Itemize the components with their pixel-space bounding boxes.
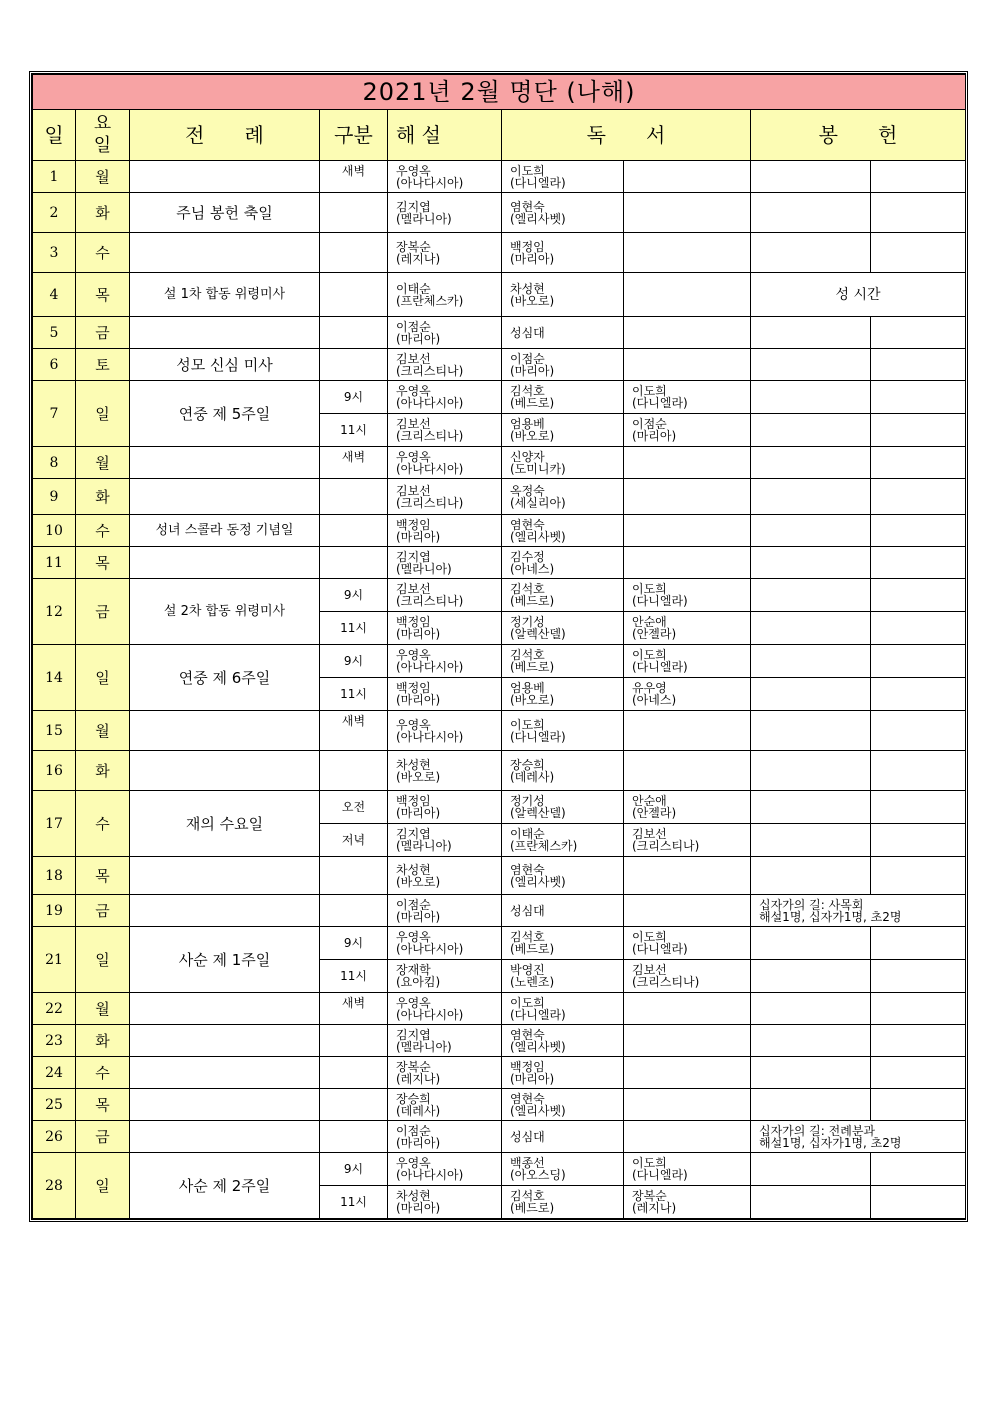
offering-note-cell: 십자가의 길: 전례분과 해설1명, 십자가1명, 초2명 <box>751 1121 966 1153</box>
header-weekday: 요 일 <box>76 110 130 161</box>
roster-sheet <box>29 71 968 1222</box>
offering-cell-1 <box>751 381 871 414</box>
gubun-cell: 저녁 <box>320 824 388 857</box>
offering-cell-1 <box>751 579 871 612</box>
commentator-cell: 백정임 (마리아) <box>388 791 502 824</box>
day-cell: 4 <box>33 273 76 317</box>
reader2-cell <box>624 273 751 317</box>
gubun-cell <box>320 895 388 927</box>
liturgy-cell: 사순 제 1주일 <box>130 927 320 993</box>
reader2-cell <box>624 857 751 895</box>
offering-cell-2 <box>871 711 966 751</box>
table-row <box>33 317 966 349</box>
reader1-cell: 박영진 (노렌조) <box>502 960 624 993</box>
weekday-cell: 금 <box>76 317 130 349</box>
gubun-cell: 11시 <box>320 1186 388 1219</box>
offering-cell-1 <box>751 547 871 579</box>
commentator-cell: 김보선 (크리스티나) <box>388 349 502 381</box>
day-cell: 9 <box>33 479 76 515</box>
commentator-cell: 백정임 (마리아) <box>388 612 502 645</box>
day-cell: 15 <box>33 711 76 751</box>
table-row <box>33 547 966 579</box>
day-cell: 1 <box>33 161 76 193</box>
reader1-cell: 김석호 (베드로) <box>502 927 624 960</box>
commentator-cell: 우영옥 (아나다시아) <box>388 711 502 751</box>
reader2-cell <box>624 895 751 927</box>
table-row <box>33 1057 966 1089</box>
reader1-cell: 이도희 (다니엘라) <box>502 993 624 1025</box>
reader2-cell: 이점순 (마리아) <box>624 414 751 447</box>
weekday-cell: 일 <box>76 381 130 447</box>
offering-cell-1 <box>751 1089 871 1121</box>
day-cell: 23 <box>33 1025 76 1057</box>
offering-cell-1 <box>751 317 871 349</box>
liturgy-cell: 설 2차 합동 위령미사 <box>130 579 320 645</box>
offering-cell-2 <box>871 317 966 349</box>
reader2-cell <box>624 711 751 751</box>
table-row <box>33 1089 966 1121</box>
table-row <box>33 515 966 547</box>
commentator-cell: 우영옥 (아나다시아) <box>388 993 502 1025</box>
liturgy-cell <box>130 1025 320 1057</box>
weekday-cell: 수 <box>76 515 130 547</box>
reader2-cell <box>624 447 751 479</box>
weekday-cell: 화 <box>76 193 130 233</box>
offering-cell-2 <box>871 927 966 960</box>
reader1-cell: 정기성 (알렉산델) <box>502 612 624 645</box>
table-row <box>33 1121 966 1153</box>
offering-cell-1 <box>751 479 871 515</box>
liturgy-cell <box>130 547 320 579</box>
gubun-cell <box>320 1057 388 1089</box>
gubun-cell <box>320 857 388 895</box>
commentator-cell: 김지엽 (멜라니아) <box>388 1025 502 1057</box>
page-title: 2021년 2월 명단 (나해) <box>33 75 966 110</box>
reader2-cell: 이도희 (다니엘라) <box>624 927 751 960</box>
table-row <box>33 381 966 414</box>
reader1-cell: 백종선 (아오스딩) <box>502 1153 624 1186</box>
offering-cell-1 <box>751 678 871 711</box>
liturgy-cell <box>130 447 320 479</box>
table-row <box>33 993 966 1025</box>
gubun-cell <box>320 479 388 515</box>
day-cell: 24 <box>33 1057 76 1089</box>
offering-cell-2 <box>871 791 966 824</box>
offering-cell-2 <box>871 993 966 1025</box>
commentator-cell: 장복순 (레지나) <box>388 1057 502 1089</box>
offering-cell-2 <box>871 349 966 381</box>
commentator-cell: 우영옥 (아나다시아) <box>388 381 502 414</box>
header-commentary: 해 설 <box>388 110 502 161</box>
table-row <box>33 479 966 515</box>
reader2-cell <box>624 317 751 349</box>
commentator-cell: 우영옥 (아나다시아) <box>388 645 502 678</box>
liturgy-cell: 설 1차 합동 위령미사 <box>130 273 320 317</box>
table-row <box>33 711 966 751</box>
gubun-cell: 9시 <box>320 645 388 678</box>
reader1-cell: 이도희 (다니엘라) <box>502 711 624 751</box>
offering-cell-1 <box>751 1057 871 1089</box>
offering-cell-2 <box>871 515 966 547</box>
commentator-cell: 우영옥 (아나다시아) <box>388 447 502 479</box>
offering-cell-1 <box>751 791 871 824</box>
table-row <box>33 1153 966 1186</box>
gubun-cell: 11시 <box>320 612 388 645</box>
offering-note-cell: 십자가의 길: 사목회 해설1명, 십자가1명, 초2명 <box>751 895 966 927</box>
reader1-cell: 정기성 (알렉산델) <box>502 791 624 824</box>
reader1-cell: 이태순 (프란체스카) <box>502 824 624 857</box>
liturgy-cell <box>130 317 320 349</box>
reader1-cell: 김수정 (아네스) <box>502 547 624 579</box>
reader1-cell: 옥정숙 (세실리아) <box>502 479 624 515</box>
commentator-cell: 우영옥 (아나다시아) <box>388 1153 502 1186</box>
liturgy-cell: 연중 제 6주일 <box>130 645 320 711</box>
offering-cell-1 <box>751 857 871 895</box>
commentator-cell: 차성현 (마리아) <box>388 1186 502 1219</box>
gubun-cell: 11시 <box>320 960 388 993</box>
gubun-cell: 새벽 <box>320 711 388 751</box>
offering-cell-2 <box>871 1025 966 1057</box>
commentator-cell: 김보선 (크리스티나) <box>388 579 502 612</box>
offering-cell-1 <box>751 993 871 1025</box>
reader2-cell: 안순애 (안젤라) <box>624 612 751 645</box>
reader2-cell <box>624 1057 751 1089</box>
liturgy-cell <box>130 1089 320 1121</box>
offering-cell-2 <box>871 579 966 612</box>
weekday-cell: 일 <box>76 1153 130 1219</box>
offering-cell-2 <box>871 857 966 895</box>
reader2-cell: 이도희 (다니엘라) <box>624 1153 751 1186</box>
reader2-cell: 유우영 (아네스) <box>624 678 751 711</box>
gubun-cell: 오전 <box>320 791 388 824</box>
day-cell: 10 <box>33 515 76 547</box>
gubun-cell <box>320 273 388 317</box>
day-cell: 28 <box>33 1153 76 1219</box>
commentator-cell: 장승희 (데레사) <box>388 1089 502 1121</box>
offering-cell-2 <box>871 645 966 678</box>
day-cell: 8 <box>33 447 76 479</box>
weekday-cell: 목 <box>76 273 130 317</box>
weekday-cell: 목 <box>76 1089 130 1121</box>
offering-cell-2 <box>871 381 966 414</box>
weekday-cell: 화 <box>76 479 130 515</box>
reader2-cell: 김보선 (크리스티나) <box>624 960 751 993</box>
header-day: 일 <box>33 110 76 161</box>
day-cell: 17 <box>33 791 76 857</box>
reader2-cell: 이도희 (다니엘라) <box>624 645 751 678</box>
offering-cell-1 <box>751 233 871 273</box>
reader1-cell: 성심대 <box>502 317 624 349</box>
weekday-cell: 월 <box>76 447 130 479</box>
commentator-cell: 우영옥 (아나다시아) <box>388 161 502 193</box>
reader1-cell: 김석호 (베드로) <box>502 1186 624 1219</box>
offering-cell-1 <box>751 349 871 381</box>
offering-cell-2 <box>871 678 966 711</box>
offering-cell-1 <box>751 824 871 857</box>
day-cell: 5 <box>33 317 76 349</box>
commentator-cell: 이점순 (마리아) <box>388 1121 502 1153</box>
reader2-cell: 이도희 (다니엘라) <box>624 579 751 612</box>
reader1-cell: 엄용베 (바오로) <box>502 414 624 447</box>
day-cell: 22 <box>33 993 76 1025</box>
reader2-cell: 안순애 (안젤라) <box>624 791 751 824</box>
offering-cell-2 <box>871 1153 966 1186</box>
header-reading: 독 서 <box>502 110 751 161</box>
gubun-cell: 9시 <box>320 927 388 960</box>
liturgy-cell <box>130 857 320 895</box>
reader1-cell: 신양자 (도미니카) <box>502 447 624 479</box>
table-row <box>33 447 966 479</box>
gubun-cell <box>320 193 388 233</box>
weekday-cell: 목 <box>76 547 130 579</box>
offering-cell-1 <box>751 960 871 993</box>
reader1-cell: 김석호 (베드로) <box>502 381 624 414</box>
reader2-cell: 장복순 (레지나) <box>624 1186 751 1219</box>
offering-cell-1 <box>751 711 871 751</box>
weekday-cell: 일 <box>76 645 130 711</box>
table-row <box>33 349 966 381</box>
day-cell: 16 <box>33 751 76 791</box>
gubun-cell <box>320 349 388 381</box>
offering-cell-1 <box>751 1025 871 1057</box>
reader1-cell: 김석호 (베드로) <box>502 579 624 612</box>
day-cell: 2 <box>33 193 76 233</box>
commentator-cell: 이태순 (프란체스카) <box>388 273 502 317</box>
commentator-cell: 백정임 (마리아) <box>388 515 502 547</box>
gubun-cell <box>320 317 388 349</box>
weekday-cell: 월 <box>76 161 130 193</box>
day-cell: 6 <box>33 349 76 381</box>
offering-cell-2 <box>871 233 966 273</box>
weekday-cell: 월 <box>76 711 130 751</box>
gubun-cell: 9시 <box>320 579 388 612</box>
day-cell: 26 <box>33 1121 76 1153</box>
reader2-cell: 김보선 (크리스티나) <box>624 824 751 857</box>
commentator-cell: 장재학 (요아킴) <box>388 960 502 993</box>
header-gubun: 구분 <box>320 110 388 161</box>
weekday-cell: 금 <box>76 895 130 927</box>
offering-cell-1 <box>751 447 871 479</box>
offering-cell-1 <box>751 1153 871 1186</box>
reader2-cell <box>624 1121 751 1153</box>
reader2-cell <box>624 547 751 579</box>
reader1-cell: 차성현 (바오로) <box>502 273 624 317</box>
reader1-cell: 이도희 (다니엘라) <box>502 161 624 193</box>
liturgy-cell <box>130 1057 320 1089</box>
table-row <box>33 1025 966 1057</box>
commentator-cell: 이점순 (마리아) <box>388 895 502 927</box>
reader2-cell <box>624 751 751 791</box>
reader1-cell: 엄용베 (바오로) <box>502 678 624 711</box>
reader1-cell: 백정임 (마리아) <box>502 233 624 273</box>
offering-cell-1 <box>751 161 871 193</box>
offering-cell-2 <box>871 612 966 645</box>
gubun-cell <box>320 547 388 579</box>
day-cell: 3 <box>33 233 76 273</box>
liturgy-cell <box>130 751 320 791</box>
day-cell: 11 <box>33 547 76 579</box>
liturgy-cell: 사순 제 2주일 <box>130 1153 320 1219</box>
reader1-cell: 염현숙 (엘리사벳) <box>502 1025 624 1057</box>
commentator-cell: 우영옥 (아나다시아) <box>388 927 502 960</box>
offering-cell-1 <box>751 927 871 960</box>
reader2-cell <box>624 349 751 381</box>
commentator-cell: 김보선 (크리스티나) <box>388 414 502 447</box>
offering-cell-2 <box>871 447 966 479</box>
offering-cell-2 <box>871 414 966 447</box>
gubun-cell: 11시 <box>320 678 388 711</box>
reader1-cell: 염현숙 (엘리사벳) <box>502 857 624 895</box>
liturgy-cell <box>130 711 320 751</box>
liturgy-cell: 성모 신심 미사 <box>130 349 320 381</box>
table-row <box>33 791 966 824</box>
day-cell: 14 <box>33 645 76 711</box>
liturgy-cell: 주님 봉헌 축일 <box>130 193 320 233</box>
reader2-cell <box>624 993 751 1025</box>
commentator-cell: 이점순 (마리아) <box>388 317 502 349</box>
offering-cell-1 <box>751 414 871 447</box>
roster-table <box>32 74 966 1219</box>
weekday-cell: 토 <box>76 349 130 381</box>
offering-cell-2 <box>871 824 966 857</box>
commentator-cell: 백정임 (마리아) <box>388 678 502 711</box>
reader1-cell: 성심대 <box>502 895 624 927</box>
gubun-cell: 새벽 <box>320 447 388 479</box>
reader1-cell: 백정임 (마리아) <box>502 1057 624 1089</box>
header-offering: 봉 헌 <box>751 110 966 161</box>
header-liturgy: 전 례 <box>130 110 320 161</box>
liturgy-cell: 성녀 스콜라 동정 기념일 <box>130 515 320 547</box>
gubun-cell: 11시 <box>320 414 388 447</box>
gubun-cell: 새벽 <box>320 993 388 1025</box>
weekday-cell: 수 <box>76 1057 130 1089</box>
reader2-cell <box>624 479 751 515</box>
gubun-cell <box>320 1089 388 1121</box>
reader1-cell: 염현숙 (엘리사벳) <box>502 1089 624 1121</box>
reader1-cell: 이점순 (마리아) <box>502 349 624 381</box>
gubun-cell <box>320 751 388 791</box>
table-row <box>33 273 966 317</box>
table-row <box>33 233 966 273</box>
day-cell: 18 <box>33 857 76 895</box>
commentator-cell: 김지엽 (멜라니아) <box>388 193 502 233</box>
gubun-cell <box>320 233 388 273</box>
offering-cell-2 <box>871 1186 966 1219</box>
liturgy-cell <box>130 233 320 273</box>
weekday-cell: 화 <box>76 751 130 791</box>
reader1-cell: 장승희 (데레사) <box>502 751 624 791</box>
offering-cell-1 <box>751 1186 871 1219</box>
offering-cell-1 <box>751 193 871 233</box>
gubun-cell: 9시 <box>320 1153 388 1186</box>
reader1-cell: 염현숙 (엘리사벳) <box>502 193 624 233</box>
reader2-cell <box>624 161 751 193</box>
offering-cell-1 <box>751 515 871 547</box>
reader2-cell <box>624 233 751 273</box>
table-row <box>33 645 966 678</box>
table-row <box>33 857 966 895</box>
offering-cell-2 <box>871 161 966 193</box>
day-cell: 21 <box>33 927 76 993</box>
weekday-cell: 금 <box>76 1121 130 1153</box>
offering-cell-2 <box>871 479 966 515</box>
table-row <box>33 751 966 791</box>
gubun-cell <box>320 1121 388 1153</box>
offering-cell-2 <box>871 1057 966 1089</box>
liturgy-cell <box>130 479 320 515</box>
gubun-cell: 새벽 <box>320 161 388 193</box>
day-cell: 12 <box>33 579 76 645</box>
liturgy-cell <box>130 1121 320 1153</box>
weekday-cell: 수 <box>76 233 130 273</box>
offering-cell-1 <box>751 612 871 645</box>
reader2-cell <box>624 1025 751 1057</box>
offering-cell-1 <box>751 645 871 678</box>
liturgy-cell <box>130 993 320 1025</box>
weekday-cell: 일 <box>76 927 130 993</box>
offering-cell-2 <box>871 547 966 579</box>
weekday-cell: 수 <box>76 791 130 857</box>
day-cell: 25 <box>33 1089 76 1121</box>
table-row <box>33 927 966 960</box>
weekday-cell: 목 <box>76 857 130 895</box>
gubun-cell <box>320 1025 388 1057</box>
reader1-cell: 성심대 <box>502 1121 624 1153</box>
reader2-cell <box>624 193 751 233</box>
day-cell: 7 <box>33 381 76 447</box>
offering-cell-1 <box>751 751 871 791</box>
table-row <box>33 579 966 612</box>
commentator-cell: 장복순 (레지나) <box>388 233 502 273</box>
offering-cell-2 <box>871 1089 966 1121</box>
weekday-cell: 금 <box>76 579 130 645</box>
table-row <box>33 193 966 233</box>
reader2-cell: 이도희 (다니엘라) <box>624 381 751 414</box>
table-row <box>33 161 966 193</box>
reader1-cell: 염현숙 (엘리사벳) <box>502 515 624 547</box>
reader1-cell: 김석호 (베드로) <box>502 645 624 678</box>
reader2-cell <box>624 1089 751 1121</box>
commentator-cell: 김지엽 (멜라니아) <box>388 824 502 857</box>
table-row <box>33 895 966 927</box>
commentator-cell: 차성현 (바오로) <box>388 857 502 895</box>
offering-cell-2 <box>871 751 966 791</box>
gubun-cell <box>320 515 388 547</box>
reader2-cell <box>624 515 751 547</box>
offering-cell-2 <box>871 193 966 233</box>
offering-cell-2 <box>871 960 966 993</box>
commentator-cell: 김지엽 (멜라니아) <box>388 547 502 579</box>
liturgy-cell <box>130 161 320 193</box>
liturgy-cell <box>130 895 320 927</box>
liturgy-cell: 연중 제 5주일 <box>130 381 320 447</box>
offering-cell: 성 시간 <box>751 273 966 317</box>
day-cell: 19 <box>33 895 76 927</box>
commentator-cell: 차성현 (바오로) <box>388 751 502 791</box>
weekday-cell: 월 <box>76 993 130 1025</box>
liturgy-cell: 재의 수요일 <box>130 791 320 857</box>
commentator-cell: 김보선 (크리스티나) <box>388 479 502 515</box>
weekday-cell: 화 <box>76 1025 130 1057</box>
gubun-cell: 9시 <box>320 381 388 414</box>
